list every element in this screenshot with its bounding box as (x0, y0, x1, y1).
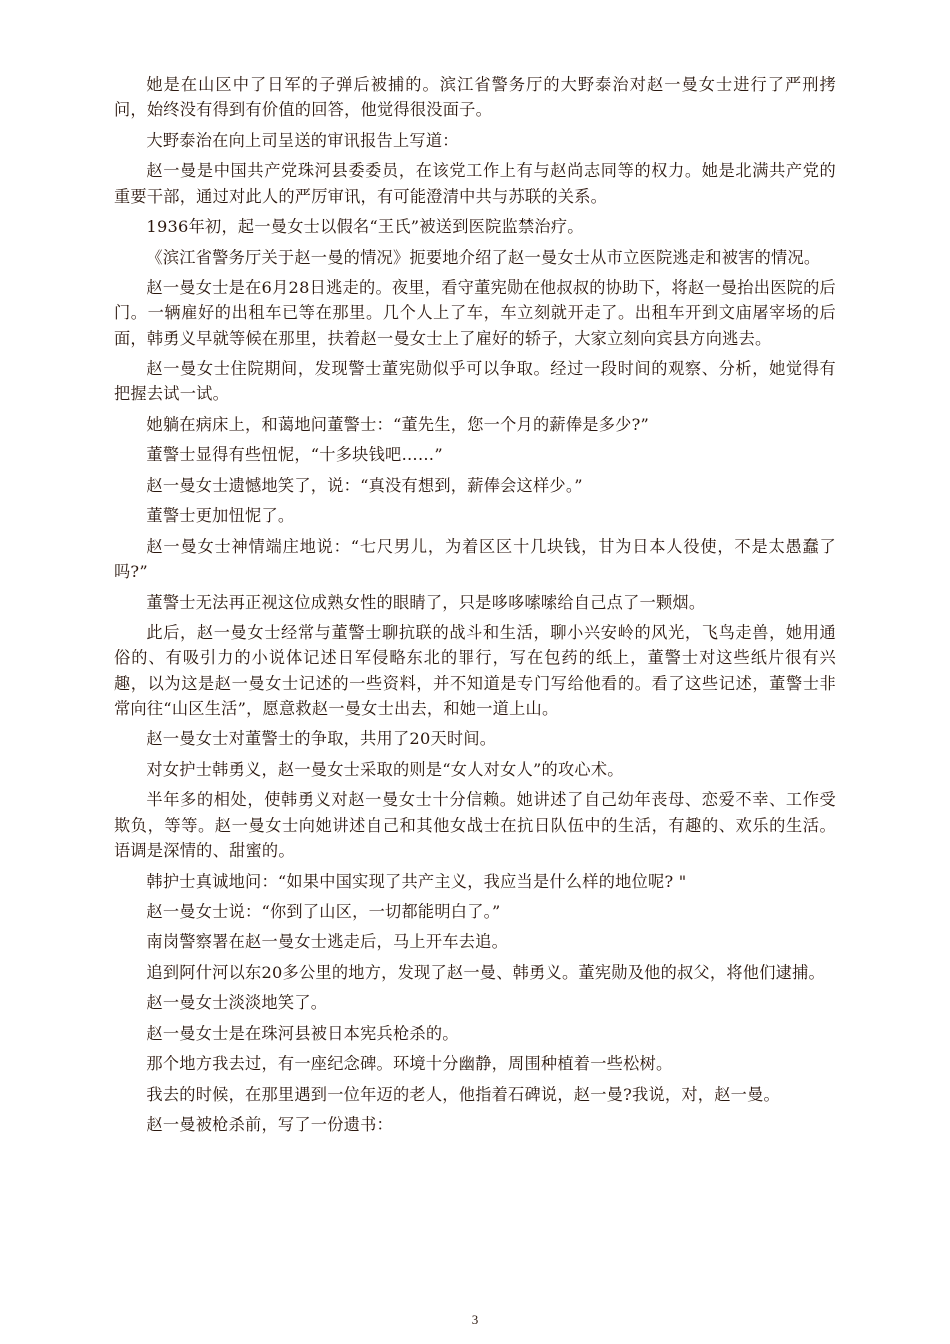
paragraph: 南岗警察署在赵一曼女士逃走后，马上开车去追。 (146, 932, 509, 952)
paragraph: 大野泰治在向上司呈送的审讯报告上写道： (146, 130, 459, 150)
paragraph: 追到阿什河以东20多公里的地方，发现了赵一曼、韩勇义。董宪勋及他的叔父，将他们逮捕。 (146, 962, 825, 982)
paragraph: 此后，赵一曼女士经常与董警士聊抗联的战斗和生活，聊小兴安岭的风光，飞鸟走兽，她用通俗的、有吸引力的小说体记述日军侵略东北的罪行，写在包药的纸上，董警士对这些纸片很有兴趣，以为这是赵一曼女士记述的一些资料，并不知道是专门写给他看的。看了这些记述，董警士非常向往“山区生活”，愿意救赵一曼女士出去，和她一道上山。 (114, 623, 836, 718)
paragraph: 赵一曼女士是在6月28日逃走的。夜里，看守董宪勋在他叔叔的协助下，将赵一曼抬出医院的后门。一辆雇好的出租车已等在那里。几个人上了车，车立刻就开走了。出租车开到文庙屠宰场的后面，韩勇义早就等候在那里，扶着赵一曼女士上了雇好的轿子，大家立刻向宾县方向逃去。 (114, 278, 836, 348)
paragraph: 1936年初，起一曼女士以假名“王氏”被送到医院监禁治疗。 (146, 217, 584, 237)
page-number: 3 (471, 1312, 479, 1327)
paragraph: 赵一曼是中国共产党珠河县委委员，在该党工作上有与赵尚志同等的权力。她是北满共产党的重要干部，通过对此人的严厉审讯，有可能澄清中共与苏联的关系。 (114, 161, 836, 206)
paragraph: 半年多的相处，使韩勇义对赵一曼女士十分信赖。她讲述了自己幼年丧母、恋爱不幸、工作受欺负，等等。赵一曼女士向她讲述自己和其他女战士在抗日队伍中的生活，有趣的、欢乐的生活。语调是深情的、甜蜜的。 (114, 790, 836, 861)
paragraph: 赵一曼女士是在珠河县被日本宪兵枪杀的。 (146, 1023, 459, 1043)
paragraph: 那个地方我去过，有一座纪念碑。环境十分幽静，周围种植着一些松树。 (146, 1054, 673, 1074)
paragraph: 赵一曼女士对董警士的争取，共用了20天时间。 (146, 729, 497, 749)
paragraph: 董警士无法再正视这位成熟女性的眼睛了，只是哆哆嗦嗦给自己点了一颗烟。 (146, 592, 706, 612)
paragraph: 赵一曼女士说：“你到了山区，一切都能明白了。” (146, 901, 501, 921)
paragraph: 赵一曼女士神情端庄地说：“七尺男儿，为着区区十几块钱，甘为日本人役使，不是太愚蠢了吗?” (114, 536, 836, 582)
paragraph: 赵一曼女士淡淡地笑了。 (146, 993, 328, 1013)
paragraph: 我去的时候，在那里遇到一位年迈的老人，他指着石碑说，赵一曼?我说，对，赵一曼。 (146, 1084, 780, 1104)
paragraph: 赵一曼被枪杀前，写了一份遗书： (146, 1115, 393, 1135)
paragraph: 董警士显得有些忸怩，“十多块钱吧……” (146, 445, 443, 465)
paragraph: 她是在山区中了日军的子弹后被捕的。滨江省警务厅的大野泰治对赵一曼女士进行了严刑拷问，始终没有得到有价值的回答，他觉得很没面子。 (114, 75, 836, 120)
paragraph: 韩护士真诚地问：“如果中国实现了共产主义，我应当是什么样的地位呢? " (146, 871, 687, 891)
document-body (114, 72, 836, 1138)
paragraph: 赵一曼女士住院期间，发现警士董宪勋似乎可以争取。经过一段时间的观察、分析，她觉得有把握去试一试。 (114, 359, 836, 404)
paragraph: 她躺在病床上，和蔼地问董警士：“董先生，您一个月的薪俸是多少?” (146, 414, 650, 434)
paragraph: 赵一曼女士遗憾地笑了，说：“真没有想到，薪俸会这样少。” (146, 475, 583, 495)
paragraph: 对女护士韩勇义，赵一曼女士采取的则是“女人对女人”的攻心术。 (146, 759, 624, 779)
paragraph: 《滨江省警务厅关于赵一曼的情况》扼要地介绍了赵一曼女士从市立医院逃走和被害的情况。 (146, 247, 821, 267)
paragraph: 董警士更加忸怩了。 (146, 506, 295, 526)
